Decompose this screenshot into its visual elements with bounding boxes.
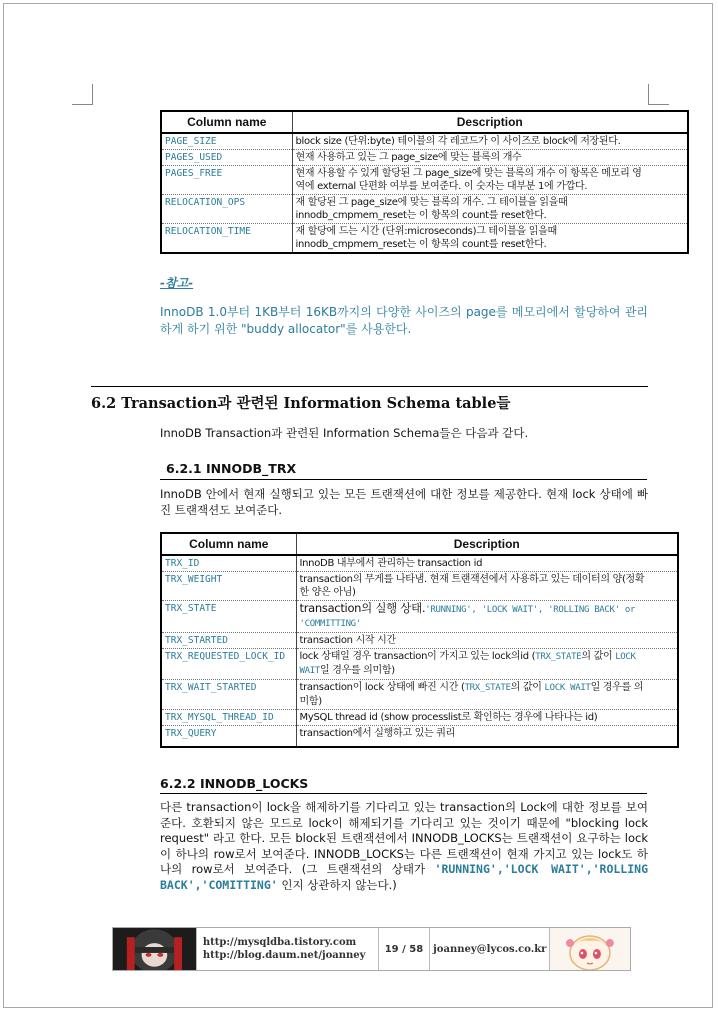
- table-header: [161, 533, 678, 555]
- trx-title-rule: [160, 479, 647, 480]
- table-row: [161, 150, 688, 166]
- locks-title-rule: [160, 793, 647, 794]
- description-line: 현재 사용할 수 있게 할당된 그 page_size에 맞는 블록의 개수 이 항목은 메모리 영: [295, 168, 642, 179]
- column-description: [292, 133, 688, 150]
- description-line: transaction의 무게를 나타냄. 현재 트랜잭션에서 사용하고 있는 데이터의 양(정확: [299, 574, 645, 585]
- author-avatar-right: [550, 928, 630, 970]
- locks-state-values: 'RUNNING','LOCK WAIT','ROLLING BACK','COMITTING': [160, 862, 648, 892]
- column-description: transaction에서 실행하고 있는 쿼리: [296, 726, 678, 748]
- reference-label: -참고-: [160, 276, 194, 290]
- code-text: LOCK: [615, 652, 636, 662]
- column-description: InnoDB 내부에서 관리하는 transaction id: [296, 555, 678, 572]
- column-description: [296, 680, 678, 710]
- section-rule: [91, 386, 648, 387]
- column-header-description: Description: [292, 111, 688, 133]
- column-description: [296, 649, 678, 680]
- column-description: [296, 572, 678, 601]
- page-number: 19 / 58: [379, 928, 431, 970]
- footer-url-daum[interactable]: http://blog.daum.net/joanney: [202, 950, 366, 961]
- table-row: [161, 680, 678, 710]
- crop-mark-right: [648, 84, 669, 105]
- state-values: 'RUNNING', 'LOCK WAIT', 'ROLLING BACK' or: [425, 605, 636, 615]
- code-text: TRX_STATE: [464, 683, 511, 693]
- locks-text: 다른 transaction이 lock을 해제하기를 기다리고 있는 transaction의 Lock에 대한 정보를 보여준다. 호환되지 않은 모드로 lock이 해제되기를 기다리고 있는 것이기 때문에 "blocking lock request" 라고 한다. 모든 block된 트랜잭션에서 INNODB_LOCKS는 트랜잭션이 요구하는 lock 이 하나의 row로서 보여준다. INNODB_LOCKS는 다른 트랜잭션이 현재 가지고 있는 lock도 하나의 row로서 보여준다. (그 트랜잭션의 상태가: [160, 800, 648, 876]
- column-name: TRX_ID: [161, 555, 296, 572]
- code-text: WAIT: [299, 666, 320, 676]
- code-text: TRX_STATE: [535, 652, 582, 662]
- table-row: [161, 601, 678, 633]
- locks-text-end: 인지 상관하지 않는다.): [277, 877, 397, 892]
- table-row: [161, 195, 688, 224]
- trx-description: InnoDB 안에서 현재 실행되고 있는 모든 트랜잭션에 대한 정보를 제공한다. 현재 lock 상태에 빠진 트랜잭션도 보여준다.: [160, 487, 648, 517]
- table-row: [161, 633, 678, 649]
- column-description: transaction 시작 시간: [296, 633, 678, 649]
- description-line: 미함): [299, 696, 322, 707]
- column-name: TRX_QUERY: [161, 726, 296, 748]
- innodb-trx-table: [160, 532, 679, 748]
- table-row: [161, 726, 678, 748]
- description-text: 의 값이: [510, 682, 545, 693]
- column-name: PAGES_FREE: [161, 166, 292, 195]
- column-header-name: Column name: [161, 111, 292, 133]
- locks-description: [160, 800, 648, 893]
- table-header: [161, 111, 688, 133]
- description-line: 현재 사용하고 있는 그 page_size에 맞는 블록의 개수: [295, 152, 522, 163]
- character-image: [550, 928, 630, 970]
- description-line: 재 할당된 그 page_size에 맞는 블록의 개수. 그 테이블을 읽을때: [295, 197, 568, 208]
- description-line: block size (단위:byte) 테이블의 각 레코드가 이 사이즈로 block에 저장된다.: [295, 136, 621, 147]
- table-row: [161, 224, 688, 254]
- column-name: RELOCATION_OPS: [161, 195, 292, 224]
- table-row: [161, 572, 678, 601]
- description-line: 역에 external 단편화 여부를 보여준다. 이 숫자는 대부분 1에 가깝다.: [295, 181, 588, 192]
- description-line: 한 양은 아님): [299, 587, 356, 598]
- column-name: TRX_WAIT_STARTED: [161, 680, 296, 710]
- state-values: 'COMMITTING': [299, 619, 361, 629]
- column-name: PAGES_USED: [161, 150, 292, 166]
- column-name: RELOCATION_TIME: [161, 224, 292, 254]
- description-text: transaction이 lock 상태에 빠진 시간 (: [299, 682, 465, 693]
- column-description: [292, 150, 688, 166]
- locks-title: 6.2.2 INNODB_LOCKS: [160, 776, 309, 791]
- footer-url-tistory[interactable]: http://mysqldba.tistory.com: [202, 937, 357, 948]
- description-text: lock 상태일 경우 transaction이 가지고 있는 lock의id (: [299, 651, 536, 662]
- description-line: innodb_cmpmem_reset는 이 항목의 count를 reset한다.: [295, 239, 547, 250]
- description-text: 일 경우를 의미함): [319, 665, 395, 676]
- avatar-image: [113, 928, 196, 970]
- table-row: [161, 649, 678, 680]
- column-description: [292, 195, 688, 224]
- column-name: TRX_STATE: [161, 601, 296, 633]
- column-name: TRX_REQUESTED_LOCK_ID: [161, 649, 296, 680]
- table-row: [161, 133, 688, 150]
- trx-title: 6.2.1 INNODB_TRX: [166, 461, 297, 476]
- footer-urls: [197, 928, 379, 970]
- section-intro: InnoDB Transaction과 관련된 Information Schema들은 다음과 같다.: [160, 426, 529, 440]
- column-name: TRX_STARTED: [161, 633, 296, 649]
- section-title: 6.2 Transaction과 관련된 Information Schema table들: [91, 395, 511, 412]
- author-avatar-left: [113, 928, 197, 970]
- cmpmem-table: [160, 110, 689, 254]
- description-line: 재 할당에 드는 시간 (단위:microseconds)그 테이블을 읽을때: [295, 226, 557, 237]
- column-header-description: Description: [296, 533, 678, 555]
- footer-email[interactable]: joanney@lycos.co.kr: [430, 928, 550, 970]
- column-name: PAGE_SIZE: [161, 133, 292, 150]
- column-description: MySQL thread id (show processlist로 확인하는 경우에 나타나는 id): [296, 710, 678, 726]
- column-header-name: Column name: [161, 533, 296, 555]
- description-line: innodb_cmpmem_reset는 이 항목의 count를 reset한다.: [295, 210, 547, 221]
- column-description: [292, 166, 688, 195]
- page-footer: [112, 927, 631, 971]
- table-row: [161, 710, 678, 726]
- column-description: [296, 601, 678, 633]
- table-row: [161, 166, 688, 195]
- crop-mark-left: [72, 84, 93, 105]
- column-name: TRX_MYSQL_THREAD_ID: [161, 710, 296, 726]
- reference-text: InnoDB 1.0부터 1KB부터 16KB까지의 다양한 사이즈의 page를 메모리에서 할당하여 관리하게 하기 위한 "buddy allocator"를 사용한다.: [160, 305, 648, 336]
- code-text: LOCK WAIT: [544, 683, 591, 693]
- table-row: [161, 555, 678, 572]
- column-description: [292, 224, 688, 254]
- column-name: TRX_WEIGHT: [161, 572, 296, 601]
- description-text: transaction의 실행 상태.: [299, 601, 426, 615]
- description-text: 일 경우를 의: [590, 682, 644, 693]
- description-text: 의 값이: [581, 651, 616, 662]
